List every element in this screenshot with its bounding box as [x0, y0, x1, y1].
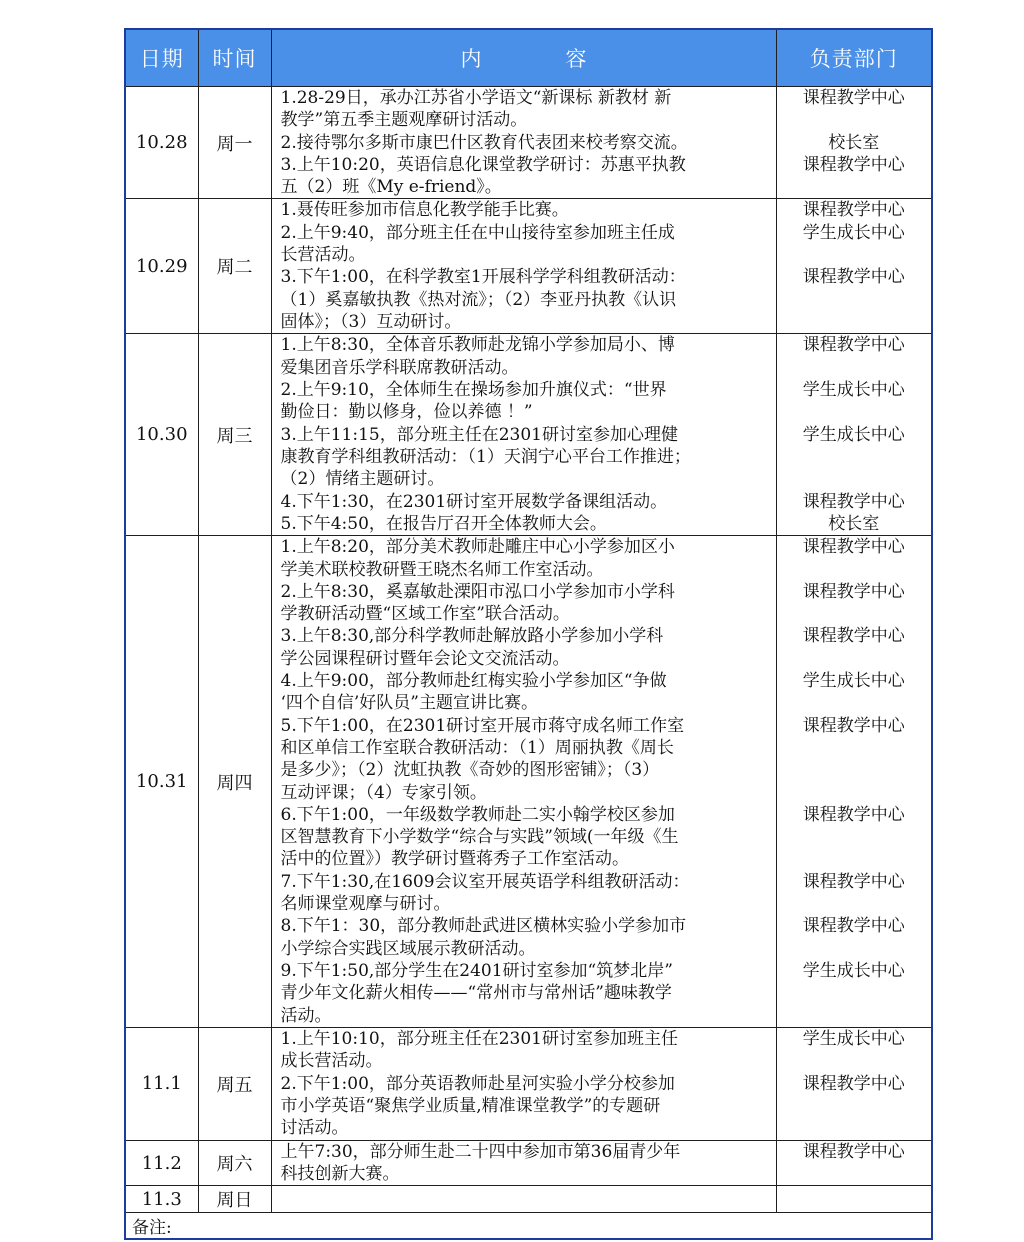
content-line: 2.上午9:10，全体师生在操场参加升旗仪式：“世界: [280, 380, 667, 401]
content-cell: [271, 334, 776, 536]
department-line: 课程教学中心: [802, 1073, 905, 1094]
department-line: 学生成长中心: [802, 380, 905, 401]
content-line: 小学综合实践区域展示教研活动。: [280, 938, 536, 959]
table-row: [125, 1027, 932, 1140]
content-line: 1.上午8:30，全体音乐教师赴龙锦小学参加局小、博: [280, 335, 675, 356]
header-day: 时间: [198, 29, 271, 87]
department-line: [777, 826, 932, 848]
content-cell: [271, 87, 776, 199]
weekday-cell: 周六: [198, 1140, 271, 1186]
content-line: 1.聂传旺参加市信息化教学能手比赛。: [280, 200, 569, 221]
table-row: [125, 199, 932, 334]
department-line: [777, 1095, 932, 1117]
department-line: [777, 401, 932, 423]
department-line: [777, 759, 932, 781]
department-line: [777, 1117, 932, 1139]
content-line: 互动评课；（4）专家引领。: [280, 782, 487, 803]
content-line: 是多少》；（2）沈虹执教《奇妙的图形密铺》；（3）: [280, 760, 660, 781]
weekday-cell: 周日: [198, 1186, 271, 1213]
department-line: 学生成长中心: [802, 960, 905, 981]
content-line: 和区单信工作室联合教研活动：（1）周丽执教《周长: [280, 737, 674, 758]
content-line: 科技创新大赛。: [280, 1164, 400, 1185]
content-cell: [271, 199, 776, 334]
department-line: [777, 737, 932, 759]
department-cell: [776, 1027, 932, 1140]
content-line: 5.下午4:50，在报告厅召开全体教师大会。: [280, 513, 607, 534]
table-row: [125, 87, 932, 199]
date-cell: 11.3: [125, 1186, 198, 1213]
content-line: 2.上午8:30，奚嘉敏赴溧阳市泓口小学参加市小学科: [280, 581, 675, 602]
department-line: [777, 938, 932, 960]
department-line: 课程教学中心: [802, 626, 905, 647]
content-line: 康教育学科组教研活动：（1）天润宁心平台工作推进；: [280, 446, 691, 467]
content-cell: [271, 536, 776, 1028]
department-line: 课程教学中心: [802, 537, 905, 558]
date-cell: 10.28: [125, 87, 198, 199]
content-line: 成长营活动。: [280, 1051, 383, 1072]
content-line: 学公园课程研讨暨年会论文交流活动。: [280, 648, 570, 669]
content-line: 长营活动。: [280, 245, 366, 266]
content-line: 8.下午1：30，部分教师赴武进区横林实验小学参加市: [280, 916, 687, 937]
content-line: 固体》；（3）互动研讨。: [280, 311, 462, 332]
weekday-cell: 周二: [198, 199, 271, 334]
department-line: 课程教学中心: [802, 200, 905, 221]
department-line: 课程教学中心: [802, 581, 905, 602]
content-line: 3.上午8:30,部分科学教师赴解放路小学参加小学科: [280, 626, 664, 647]
department-cell: [776, 1186, 932, 1213]
content-line: 活动。: [280, 1005, 332, 1026]
content-line: 2.上午9:40，部分班主任在中山接待室参加班主任成: [280, 222, 675, 243]
department-line: [777, 176, 932, 198]
department-line: 学生成长中心: [802, 424, 905, 445]
content-line: 上午7:30，部分师生赴二十四中参加市第36届青少年: [280, 1141, 681, 1162]
department-line: [777, 1050, 932, 1072]
schedule-body: [125, 87, 932, 1213]
table-row: [125, 1186, 932, 1213]
content-line: 活中的位置》）教学研讨暨蒋秀子工作室活动。: [280, 849, 629, 870]
department-line: 课程教学中心: [802, 335, 905, 356]
header-content-left: 内: [460, 47, 482, 71]
weekday-cell: 周三: [198, 334, 271, 536]
content-line: 学教研活动暨“区域工作室”联合活动。: [280, 604, 570, 625]
weekday-cell: 周四: [198, 536, 271, 1028]
department-line: 课程教学中心: [802, 804, 905, 825]
content-line: 市小学英语“聚焦学业质量,精准课堂教学”的专题研: [280, 1095, 661, 1116]
note-label: 备注:: [125, 1213, 932, 1240]
department-line: [777, 893, 932, 915]
department-line: 课程教学中心: [802, 88, 905, 108]
header-row: [125, 29, 932, 87]
header-content-right: 容: [565, 47, 587, 71]
content-line: 3.上午11:15，部分班主任在2301研讨室参加心理健: [280, 424, 678, 445]
department-line: [777, 244, 932, 266]
department-line: [777, 109, 932, 131]
content-line: 讨活动。: [280, 1118, 349, 1139]
weekday-cell: 周五: [198, 1027, 271, 1140]
content-cell: [271, 1027, 776, 1140]
department-line: 校长室: [828, 513, 880, 534]
department-line: 课程教学中心: [802, 916, 905, 937]
department-line: 课程教学中心: [802, 154, 905, 175]
content-line: 教学”第五季主题观摩研讨活动。: [280, 110, 528, 131]
content-line: （2）情绪主题研讨。: [280, 469, 445, 490]
department-line: [777, 1163, 932, 1185]
department-cell: [776, 334, 932, 536]
content-line: 4.上午9:00，部分教师赴红梅实验小学参加区“争做: [280, 671, 667, 692]
content-line: （1）奚嘉敏执教《热对流》；（2）李亚丹执教《认识: [280, 289, 677, 310]
content-line: 爱集团音乐学科联席教研活动。: [280, 357, 519, 378]
content-line: 5.下午1:00，在2301研讨室开展市蒋守成名师工作室: [280, 715, 685, 736]
header-content: [271, 29, 776, 87]
content-line: ‘四个自信’好队员”主题宣讲比赛。: [280, 693, 538, 714]
date-cell: 10.29: [125, 199, 198, 334]
header-date: 日期: [125, 29, 198, 87]
content-line: 名师课堂观摩与研讨。: [280, 894, 451, 915]
department-line: 课程教学中心: [802, 267, 905, 288]
content-line: 3.下午1:00，在科学教室1开展科学学科组教研活动：: [280, 267, 686, 288]
department-line: [777, 311, 932, 333]
content-line: 4.下午1:30，在2301研讨室开展数学备课组活动。: [280, 491, 668, 512]
content-line: 3.上午10:20，英语信息化课堂教学研讨：苏惠平执教: [280, 154, 686, 175]
content-line: 区智慧教育下小学数学“综合与实践”领域(一年级《生: [280, 827, 679, 848]
date-cell: 10.31: [125, 536, 198, 1028]
department-line: 学生成长中心: [802, 222, 905, 243]
department-line: [777, 357, 932, 379]
content-line: 五（2）班《My e-friend》。: [280, 177, 502, 198]
department-cell: [776, 1140, 932, 1186]
department-line: [777, 692, 932, 714]
content-line: 6.下午1:00，一年级数学教师赴二实小翰学校区参加: [280, 804, 675, 825]
schedule-table: [124, 28, 933, 1240]
table-row: [125, 536, 932, 1028]
department-line: 校长室: [828, 132, 880, 153]
table-row: [125, 334, 932, 536]
content-cell: [271, 1186, 776, 1213]
content-line: 2.下午1:00，部分英语教师赴星河实验小学分校参加: [280, 1073, 675, 1094]
department-line: [777, 982, 932, 1004]
table-row: [125, 1140, 932, 1186]
department-line: 学生成长中心: [802, 671, 905, 692]
content-line: 9.下午1:50,部分学生在2401研讨室参加“筑梦北岸”: [280, 960, 673, 981]
header-dept: 负责部门: [776, 29, 932, 87]
department-line: [777, 468, 932, 490]
content-line: 2.接待鄂尔多斯市康巴什区教育代表团来校考察交流。: [280, 132, 688, 153]
content-cell: [271, 1140, 776, 1186]
content-line: 青少年文化薪火相传——“常州市与常州话”趣味教学: [280, 983, 672, 1004]
content-line: 7.下午1:30,在1609会议室开展英语学科组教研活动：: [280, 871, 690, 892]
department-line: 课程教学中心: [802, 871, 905, 892]
department-line: [777, 446, 932, 468]
department-line: [777, 782, 932, 804]
date-cell: 11.2: [125, 1140, 198, 1186]
department-cell: [776, 536, 932, 1028]
date-cell: 10.30: [125, 334, 198, 536]
department-cell: [776, 199, 932, 334]
content-line: 1.上午10:10，部分班主任在2301研讨室参加班主任: [280, 1029, 678, 1050]
date-cell: 11.1: [125, 1027, 198, 1140]
note-row: [125, 1213, 932, 1240]
department-line: [777, 289, 932, 311]
department-line: [777, 603, 932, 625]
department-line: 课程教学中心: [802, 715, 905, 736]
department-line: 学生成长中心: [802, 1029, 905, 1050]
department-line: [777, 648, 932, 670]
content-line: 学美术联校教研暨王晓杰名师工作室活动。: [280, 559, 604, 580]
content-line: 1.28-29日，承办江苏省小学语文“新课标 新教材 新: [280, 88, 672, 108]
department-line: [777, 848, 932, 870]
department-line: [777, 1005, 932, 1027]
department-line: 课程教学中心: [802, 491, 905, 512]
department-line: 课程教学中心: [802, 1141, 905, 1162]
department-cell: [776, 87, 932, 199]
content-line: 勤俭日：勤以修身，俭以养德 ！”: [280, 402, 533, 423]
weekday-cell: 周一: [198, 87, 271, 199]
content-line: 1.上午8:20，部分美术教师赴雕庄中心小学参加区小: [280, 537, 675, 558]
department-line: [777, 559, 932, 581]
